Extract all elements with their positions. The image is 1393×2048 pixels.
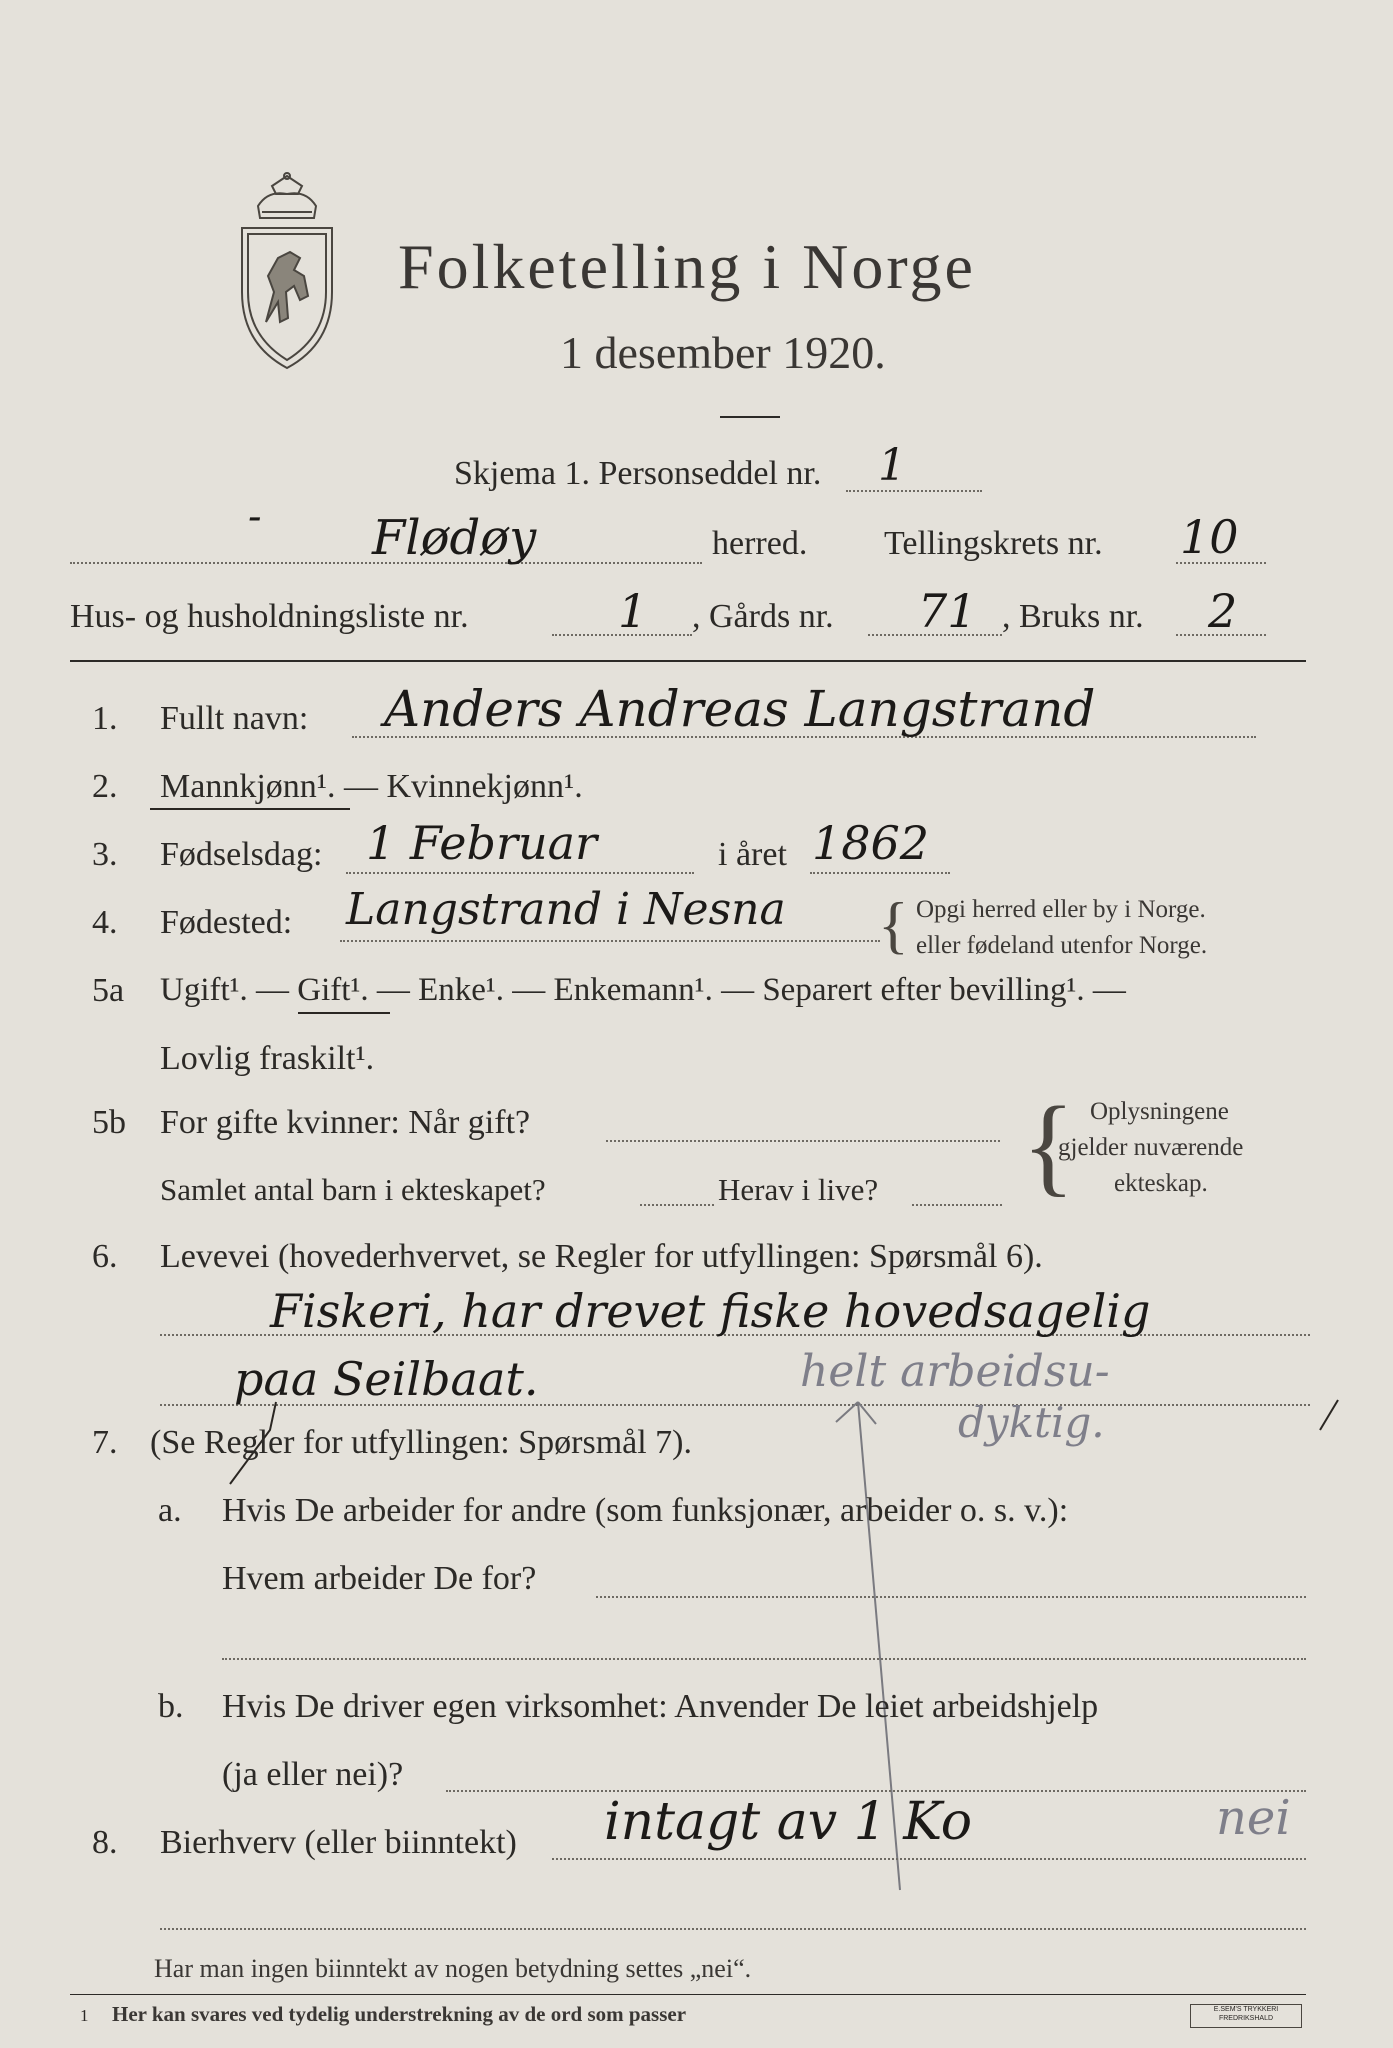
q3-day-line <box>346 872 694 874</box>
footnote-text: Her kan svares ved tydelig understrekning av de ord som passer <box>112 2002 687 2026</box>
mannkjonn-underline <box>150 808 350 810</box>
occupation-pencil-line1: helt arbeidsu- <box>800 1346 1110 1397</box>
q7a-text: Hvis De arbeider for andre (som funksjonær, arbeider o. s. v.): <box>222 1492 1069 1529</box>
q5a-line2: Lovlig fraskilt¹. <box>160 1040 375 1077</box>
q2-number: 2. <box>92 768 118 805</box>
q5b-marriage-line <box>606 1140 1000 1142</box>
q6-number: 6. <box>92 1238 118 1275</box>
footer-divider <box>70 1994 1306 1995</box>
q5b-number: 5b <box>92 1104 126 1141</box>
q5b-line1: For gifte kvinner: Når gift? <box>160 1104 531 1141</box>
husliste-value: 1 <box>618 584 648 638</box>
birth-year-value: 1862 <box>812 816 930 870</box>
q3-year-line <box>810 872 950 874</box>
q4-number: 4. <box>92 904 118 941</box>
printer-line1: E.SEM'S TRYKKERI <box>1213 2006 1279 2013</box>
q3-year-label: i året <box>718 836 787 873</box>
gards-label: , Gårds nr. <box>692 598 834 635</box>
q4-note-line1: Opgi herred eller by i Norge. <box>916 896 1206 923</box>
schema-number-line <box>846 490 982 492</box>
herred-label: herred. <box>712 525 808 562</box>
gift-underline <box>298 1012 390 1014</box>
bruks-value: 2 <box>1208 584 1238 638</box>
q4-note-line2: eller fødeland utenfor Norge. <box>916 932 1208 959</box>
census-date: 1 desember 1920. <box>560 327 886 378</box>
printer-stamp <box>1190 2004 1302 2028</box>
occupation-answer-line1: Fiskeri, har drevet fiske hovedsagelig <box>270 1284 1151 1338</box>
occupation-pencil-line2: dyktig. <box>958 1398 1105 1447</box>
q5b-note-line2: gjelder nuværende <box>1058 1134 1244 1161</box>
printer-line2: FREDRIKSHALD <box>1218 2015 1274 2022</box>
schema-label: Skjema 1. Personseddel nr. <box>454 455 822 492</box>
q5a-number: 5a <box>92 972 125 1009</box>
q5a-line1: Ugift¹. — Gift¹. — Enke¹. — Enkemann¹. — Separert efter bevilling¹. — <box>160 972 1126 1008</box>
q7b-question: (ja eller nei)? <box>222 1756 404 1793</box>
herred-value: Flødøy <box>372 510 537 566</box>
q4-label: Fødested: <box>160 904 293 941</box>
q5b-note-line3: ekteskap. <box>1114 1170 1208 1197</box>
q7-label: (Se Regler for utfyllingen: Spørsmål 7). <box>150 1424 693 1461</box>
side-income-note: Har man ingen biinntekt av nogen betydning settes „nei“. <box>154 1954 752 1983</box>
q3-number: 3. <box>92 836 118 873</box>
q7b-text: Hvis De driver egen virksomhet: Anvender De leiet arbeidshjelp <box>222 1688 1099 1725</box>
schema-number-value: 1 <box>878 440 906 491</box>
q6-label: Levevei (hovederhvervet, se Regler for utfyllingen: Spørsmål 6). <box>160 1238 1043 1275</box>
q1-label: Fullt navn: <box>160 700 309 737</box>
q7a-answer-line1 <box>596 1596 1306 1598</box>
form-title: Folketelling i Norge <box>398 231 976 302</box>
q2-label: Mannkjønn¹. — Kvinnekjønn¹. <box>160 768 583 805</box>
side-income-pencil-value: nei <box>1216 1790 1291 1846</box>
q5b-line2a: Samlet antal barn i ekteskapet? <box>160 1172 546 1207</box>
q5b-note-line1: Oplysningene <box>1090 1098 1229 1125</box>
q7a-question: Hvem arbeider De for? <box>222 1560 537 1597</box>
herred-dash: - <box>248 494 262 540</box>
norwegian-coat-of-arms-icon <box>228 172 346 372</box>
bruks-label: , Bruks nr. <box>1002 598 1144 635</box>
q8-label: Bierhverv (eller biinntekt) <box>160 1824 517 1861</box>
q4-brace: { <box>878 889 909 960</box>
q8-line <box>552 1858 1306 1860</box>
occupation-answer-line2: paa Seilbaat. <box>234 1352 539 1406</box>
title-divider <box>720 416 780 418</box>
header-divider <box>70 660 1306 662</box>
q3-label: Fødselsdag: <box>160 836 323 873</box>
q5b-brace: { <box>1022 1084 1075 1206</box>
q7a-answer-line2 <box>222 1658 1306 1660</box>
q8-extra-line <box>160 1928 1306 1930</box>
side-income-value: intagt av 1 Ko <box>604 1792 973 1852</box>
tellingskrets-label: Tellingskrets nr. <box>884 525 1103 562</box>
q7a-letter: a. <box>158 1492 182 1529</box>
birth-day-value: 1 Februar <box>366 816 597 870</box>
birthplace-value: Langstrand i Nesna <box>346 884 786 935</box>
q4-line <box>340 940 880 942</box>
q7-number: 7. <box>92 1424 118 1461</box>
footnote-mark: 1 <box>80 2006 89 2025</box>
q1-number: 1. <box>92 700 118 737</box>
q5b-line2b: Herav i live? <box>718 1172 879 1207</box>
q8-number: 8. <box>92 1824 118 1861</box>
q5b-alive-line <box>912 1204 1002 1206</box>
husliste-label: Hus- og husholdningsliste nr. <box>70 598 469 635</box>
q7b-letter: b. <box>158 1688 184 1725</box>
full-name-value: Anders Andreas Langstrand <box>384 680 1096 738</box>
gards-value: 71 <box>918 584 977 638</box>
tellingskrets-value: 10 <box>1180 510 1239 564</box>
q5b-children-line <box>640 1204 714 1206</box>
